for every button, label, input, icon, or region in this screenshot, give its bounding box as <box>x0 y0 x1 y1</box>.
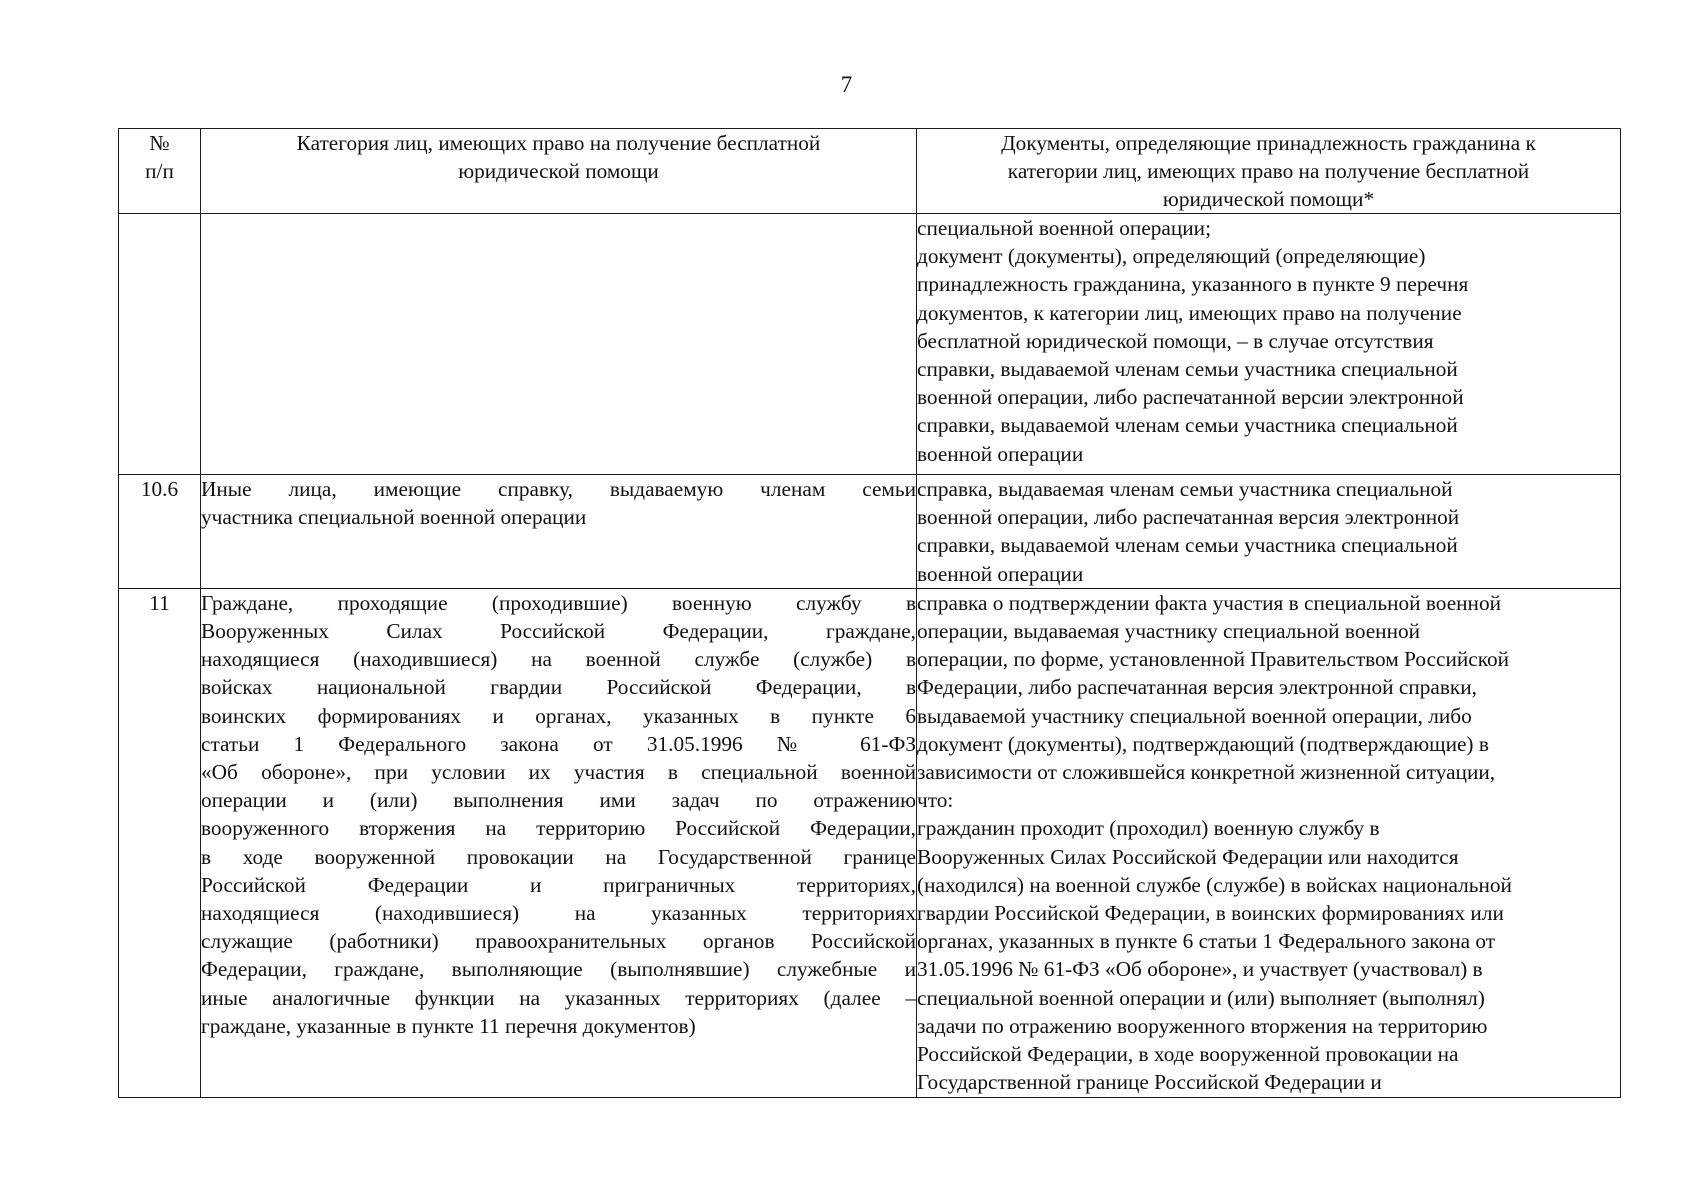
documents-line: справка, выдаваемая членам семьи участника специальной <box>917 477 1453 501</box>
documents-line: принадлежность гражданина, указанного в пункте 9 перечня <box>917 272 1469 297</box>
benefits-table <box>118 128 1621 1098</box>
category-line: Граждане, проходящие (проходившие) военную службу в <box>201 590 916 615</box>
documents-line: военной операции, либо распечатанной версии электронной <box>917 385 1464 410</box>
table-row <box>119 588 1621 1097</box>
header-category-line: Категория лиц, имеющих право на получение бесплатной <box>296 131 821 155</box>
documents-line: Государственной границе Российской Федерации и <box>917 1070 1382 1095</box>
row-documents-cell <box>917 214 1621 475</box>
category-line: Иные лица, имеющие справку, выдаваемую членам семьи <box>201 477 916 501</box>
documents-line: военной операции, либо распечатанная версия электронной <box>917 505 1460 530</box>
header-documents-line: категории лиц, имеющих право на получение бесплатной <box>1007 159 1530 183</box>
header-documents-line: юридической помощи* <box>1162 187 1375 211</box>
header-category-line: юридической помощи <box>458 159 659 183</box>
row-documents-cell <box>917 475 1621 589</box>
row-num-cell <box>119 214 201 475</box>
documents-line: Федерации, либо распечатанная версия электронной справки, <box>917 675 1477 700</box>
documents-line: справки, выдаваемой членам семьи участника специальной <box>917 357 1458 382</box>
documents-line: справки, выдаваемой членам семьи участника специальной <box>917 413 1458 438</box>
category-line: Вооруженных Силах Российской Федерации, граждане, <box>201 619 916 644</box>
header-category <box>201 129 917 214</box>
documents-line: Вооруженных Силах Российской Федерации или находится <box>917 844 1459 869</box>
category-line: вооруженного вторжения на территорию Российской Федерации, <box>201 816 916 841</box>
header-num-line: № <box>149 131 170 155</box>
documents-line: гвардии Российской Федерации, в воинских формированиях или <box>917 901 1504 926</box>
documents-line: задачи по отражению вооруженного вторжения на территорию <box>917 1013 1488 1038</box>
documents-line: выдаваемой участнику специальной военной операции, либо <box>917 703 1472 728</box>
documents-line: операции, по форме, установленной Правительством Российской <box>917 647 1510 672</box>
page-number: 7 <box>840 72 853 97</box>
header-num <box>119 129 201 214</box>
row-category-cell <box>201 588 917 1097</box>
category-line: статьи 1 Федерального закона от 31.05.1996 № 61-ФЗ <box>201 731 916 756</box>
documents-line: 31.05.1996 № 61-ФЗ «Об обороне», и участвует (участвовал) в <box>917 957 1483 982</box>
category-line: граждане, указанные в пункте 11 перечня документов) <box>201 1013 696 1038</box>
header-num-line: п/п <box>145 159 174 183</box>
documents-line: документов, к категории лиц, имеющих право на получение <box>917 300 1462 325</box>
documents-line: операции, выдаваемая участнику специальной военной <box>917 619 1421 644</box>
row-num-cell: 10.6 <box>119 475 201 589</box>
table-row <box>119 475 1621 589</box>
row-documents-cell <box>917 588 1621 1097</box>
documents-line: военной операции <box>917 441 1084 466</box>
documents-line: Российской Федерации, в ходе вооруженной провокации на <box>917 1042 1459 1067</box>
documents-line: специальной военной операции; <box>917 216 1211 240</box>
header-documents-line: Документы, определяющие принадлежность гражданина к <box>1001 131 1536 155</box>
documents-line: зависимости от сложившейся конкретной жизненной ситуации, <box>917 760 1496 785</box>
category-line: Федерации, граждане, выполняющие (выполнявшие) служебные и <box>201 957 916 982</box>
table-row <box>119 214 1621 475</box>
documents-line: органах, указанных в пункте 6 статьи 1 Федерального закона от <box>917 929 1496 954</box>
category-line: Российской Федерации и приграничных территориях, <box>201 872 916 897</box>
documents-line: (находился) на военной службе (службе) в войсках национальной <box>917 872 1512 897</box>
row-category-cell <box>201 214 917 475</box>
documents-line: справки, выдаваемой членам семьи участника специальной <box>917 533 1458 558</box>
category-line: воинских формированиях и органах, указанных в пункте 6 <box>201 703 916 728</box>
category-line: находящиеся (находившиеся) на указанных территориях <box>201 901 916 926</box>
row-category-cell <box>201 475 917 589</box>
documents-line: бесплатной юридической помощи, – в случае отсутствия <box>917 328 1434 353</box>
documents-line: справка о подтверждении факта участия в специальной военной <box>917 590 1501 615</box>
category-line: «Об обороне», при условии их участия в специальной военной <box>201 760 916 785</box>
documents-line: что: <box>917 788 954 813</box>
documents-line: гражданин проходит (проходил) военную службу в <box>917 816 1380 841</box>
row-num-cell: 11 <box>119 588 201 1097</box>
table-header-row <box>119 129 1621 214</box>
category-line: в ходе вооруженной провокации на Государственной границе <box>201 844 916 869</box>
category-line: служащие (работники) правоохранительных органов Российской <box>201 929 916 954</box>
category-line: иные аналогичные функции на указанных территориях (далее – <box>201 985 916 1010</box>
category-line: участника специальной военной операции <box>201 505 587 530</box>
documents-line: специальной военной операции и (или) выполняет (выполнял) <box>917 985 1485 1010</box>
category-line: войсках национальной гвардии Российской Федерации, в <box>201 675 916 700</box>
documents-line: документ (документы), подтверждающий (подтверждающие) в <box>917 731 1489 756</box>
documents-line: документ (документы), определяющий (определяющие) <box>917 244 1426 269</box>
documents-line: военной операции <box>917 561 1084 586</box>
category-line: операции и (или) выполнения ими задач по отражению <box>201 788 916 813</box>
category-line: находящиеся (находившиеся) на военной службе (службе) в <box>201 647 916 672</box>
header-documents <box>917 129 1621 214</box>
